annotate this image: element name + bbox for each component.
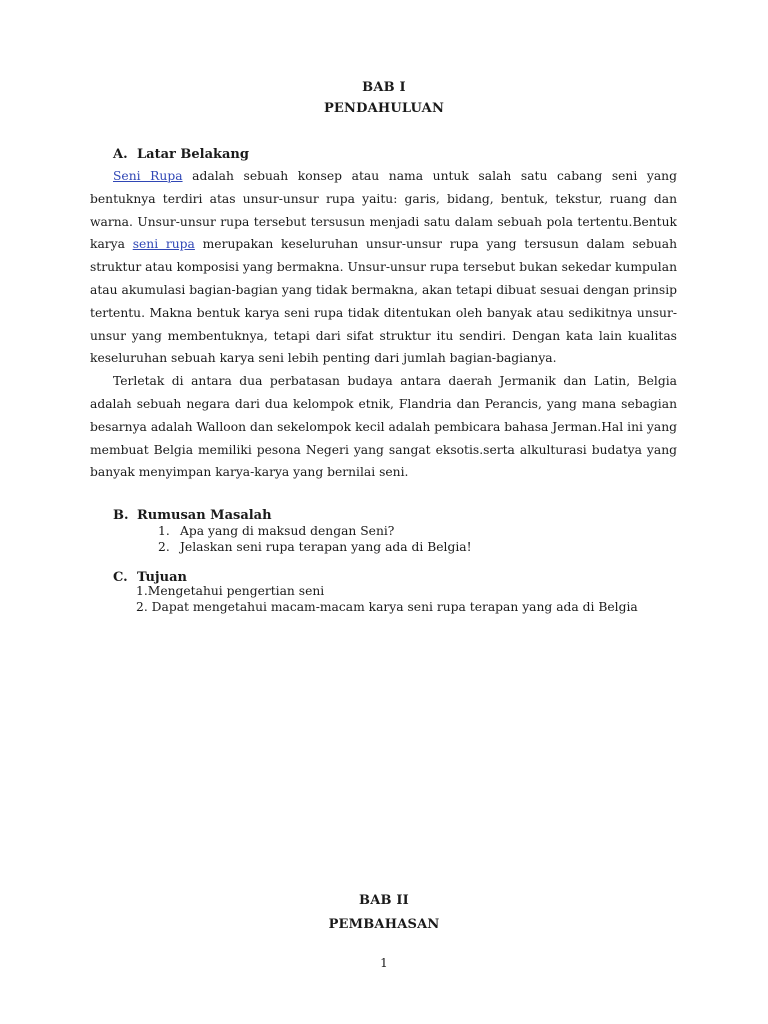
paragraph-1-part-1: adalah sebuah konsep atau nama untuk salah satu cabang seni yang bentuknya terdiri atas unsur-unsur rupa yaitu: garis, bidang, bentuk, tekstur, ruang dan warna. Unsur-unsur rupa tersebut tersusun menjadi satu dalam sebuah pola tertentu.Bentuk karya bbox=[90, 169, 677, 252]
list-item: 2. Dapat mengetahui macam-macam karya seni rupa terapan yang ada di Belgia bbox=[136, 599, 638, 614]
section-a-letter: A. bbox=[113, 147, 128, 162]
paragraph-belgia: Terletak di antara dua perbatasan budaya antara daerah Jermanik dan Latin, Belgia adalah sebuah negara dari dua kelompok etnik, Flandria dan Perancis, yang mana sebagian besarnya adalah Walloon dan sekelompok kecil adalah pembicara bahasa Jerman.Hal ini yang membuat Belgia memiliki pesona Negeri yang sangat eksotis.serta alkulturasi budatya yang banyak menyimpan karya-karya yang bernilai seni. bbox=[90, 374, 677, 480]
chapter-2-title: PEMBAHASAN bbox=[328, 917, 440, 932]
chapter-title: PENDAHULUAN bbox=[323, 101, 445, 116]
paragraph-seni-rupa bbox=[90, 165, 677, 370]
list-item: 1.Mengetahui pengertian seni bbox=[136, 584, 325, 598]
section-c-heading bbox=[113, 570, 187, 585]
paragraph-1-part-2: merupakan keseluruhan unsur-unsur rupa yang tersusun dalam sebuah struktur atau komposisi yang bermakna. Unsur-unsur rupa tersebut bukan sekedar kumpulan atau akumulasi bagian-bagian yang tidak bermakna, akan tetapi dibuat sesuai dengan prinsip tertentu. Makna bentuk karya seni rupa tidak ditentukan oleh banyak atau sedikitnya unsur-unsur yang membentuknya, tetapi dari sifat struktur itu sendiri. Dengan kata lain kualitas keseluruhan sebuah karya seni lebih penting dari jumlah bagian-bagianya. bbox=[90, 237, 677, 366]
seni-rupa-link[interactable]: Seni Rupa bbox=[113, 169, 183, 183]
rumusan-masalah-list bbox=[158, 524, 472, 555]
section-b-title: Rumusan Masalah bbox=[137, 508, 272, 523]
tujuan-list bbox=[136, 584, 638, 615]
section-a-heading bbox=[113, 147, 249, 162]
section-b-heading bbox=[113, 508, 272, 523]
section-b-letter: B. bbox=[113, 508, 129, 523]
list-number: 1. bbox=[158, 524, 170, 538]
list-text: Jelaskan seni rupa terapan yang ada di Belgia! bbox=[180, 539, 472, 554]
list-number: 2. bbox=[158, 539, 170, 554]
chapter-label: BAB I bbox=[362, 80, 406, 95]
list-item bbox=[158, 524, 472, 540]
section-a-title: Latar Belakang bbox=[137, 147, 249, 162]
list-text: Apa yang di maksud dengan Seni? bbox=[180, 524, 395, 538]
seni-rupa-link-2[interactable]: seni rupa bbox=[132, 237, 195, 252]
section-a-body bbox=[90, 165, 677, 484]
section-c-letter: C. bbox=[113, 570, 128, 585]
chapter-2-label: BAB II bbox=[359, 893, 409, 908]
section-c-title: Tujuan bbox=[137, 570, 187, 585]
page-number: 1 bbox=[380, 956, 388, 970]
list-item bbox=[158, 540, 472, 556]
